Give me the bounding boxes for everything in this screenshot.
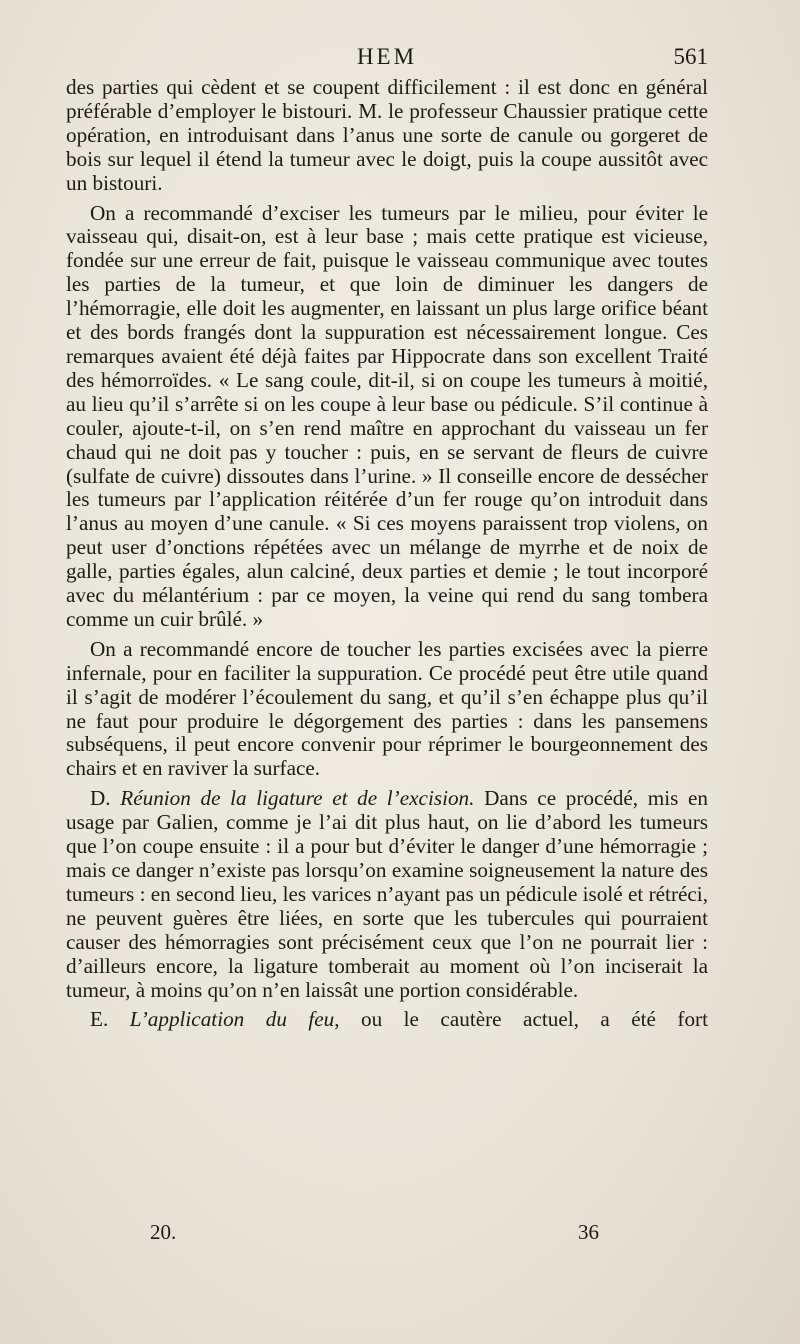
paragraph-text: On a recommandé d’exciser les tumeurs par le milieu, pour éviter le vaisseau qui, disait-on, est à leur base ; mais cette pratique est vicieuse, fondée sur une erreur de fait, puisque le vaisseau communique avec toutes les parties de la tumeur, et que loin de diminuer les dangers de l’hémorragie, elle doit les augmenter, en laissant un plus large orifice béant et des bords frangés dont la suppuration est nécessairement longue. Ces remarques avaient été déjà faites par Hippocrate dans son excellent Traité des hémorroïdes. « Le sang coule, dit-il, si on coupe les tumeurs à moitié, au lieu qu’il s’arrête si on les coupe à leur base ou pédicule. S’il continue à couler, ajoute-t-il, on s’en rend maître en approchant du vaisseau un fer chaud qui ne doit pas y toucher : puis, en se servant de fleurs de cuivre (sulfate de cuivre) dissoutes dans l’urine. » Il conseille encore de dessécher les tumeurs par l’application réitérée d’un fer rouge qu’on introduit dans l’anus au moyen d’une canule. « Si ces moyens paraissent trop violens, on peut user d’onctions répétées avec un mélange de myrrhe et de noix de galle, parties égales, alun calciné, deux parties et demie ; le tout incorporé avec du mélantérium : par ce moyen, la veine qui rend du sang tombera comme un cuir brûlé. » bbox=[66, 200, 708, 631]
paragraph-text: Dans ce procédé, mis en usage par Galien, comme je l’ai dit plus haut, on lie d’abord les tumeurs que l’on coupe ensuite : il a pour but d’éviter le danger d’une hémorragie ; mais ce danger n’existe pas lorsqu’on examine soigneusement la nature des tumeurs : en second lieu, les varices n’ayant pas un pédicule isolé et rétréci, ne peuvent guères être liées, en sorte que les tubercules qui pourraient causer des hémorragies sont précisément ceux que l’on ne pourrait lier : d’ailleurs encore, la ligature tomberait au moment où l’on inciserait la tumeur, à moins qu’on n’en laissât une portion considérable. bbox=[66, 786, 708, 1002]
paragraph-text: On a recommandé encore de toucher les parties excisées avec la pierre infernale, pour en faciliter la suppuration. Ce procédé peut être utile quand il s’agit de modérer l’écoulement du sang, et qu’il s’en échappe plus qu’il ne faut pour produire le dégorgement des parties : dans les pansemens subséquens, il peut encore convenir pour réprimer le bourgeonnement des chairs et en raviver la surface. bbox=[66, 636, 708, 781]
section-heading: Réunion de la ligature et de l’excision. bbox=[120, 786, 475, 811]
page-footer bbox=[66, 1220, 708, 1248]
signature-mark: 20. bbox=[150, 1220, 177, 1244]
paragraph-section-d bbox=[66, 787, 708, 1002]
body-text bbox=[66, 76, 708, 1032]
paragraph bbox=[66, 76, 708, 196]
paragraph-text: des parties qui cèdent et se coupent difficilement : il est donc en général préférable d’employer le bistouri. M. le professeur Chaussier pratique cette opération, en introduisant dans l’anus une sorte de canule ou gorgeret de bois sur lequel il étend la tumeur avec le doigt, puis la coupe aussitôt avec un bistouri. bbox=[66, 75, 708, 195]
page-number: 561 bbox=[673, 44, 708, 69]
running-title: HEM bbox=[356, 44, 418, 69]
paragraph bbox=[66, 202, 708, 632]
section-letter: E. bbox=[90, 1007, 130, 1032]
section-letter: D. bbox=[90, 786, 121, 811]
paragraph-text: , ou le cautère actuel, a été fort bbox=[334, 1007, 708, 1032]
folio-number: 36 bbox=[578, 1220, 599, 1244]
section-heading: L’application du feu bbox=[129, 1007, 335, 1032]
page-header bbox=[66, 44, 708, 76]
paragraph bbox=[66, 638, 708, 781]
paragraph-section-e bbox=[66, 1008, 708, 1032]
